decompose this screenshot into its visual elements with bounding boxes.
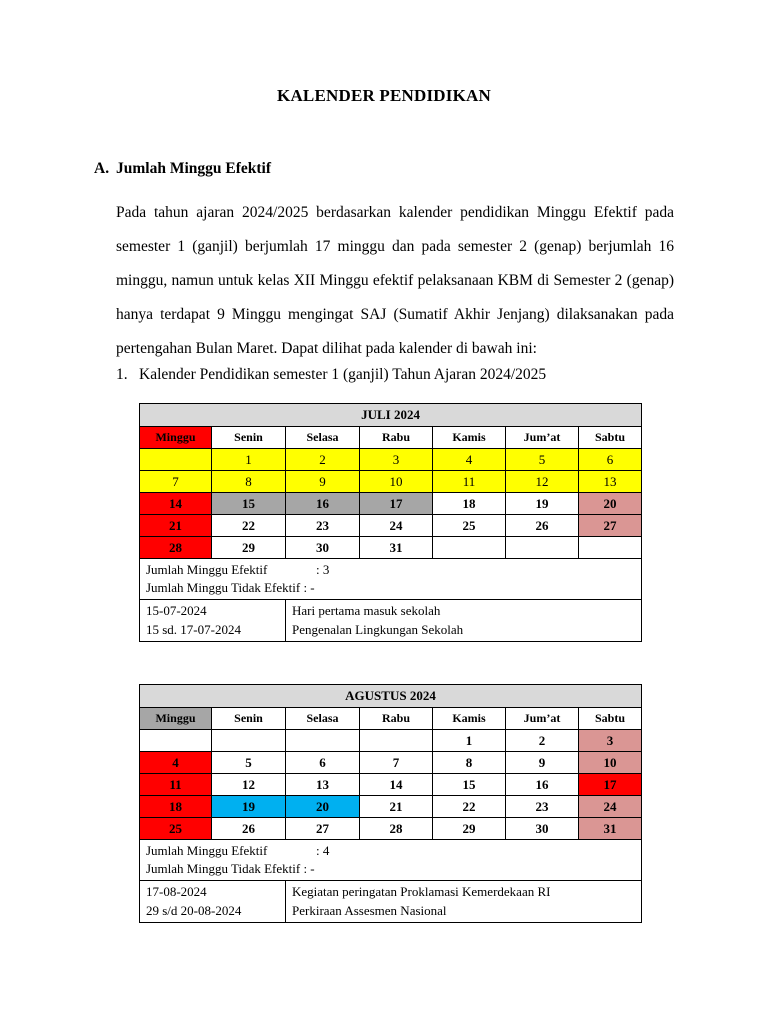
date-cell: 9 (286, 471, 360, 493)
day-header: Selasa (286, 427, 360, 449)
note-description: Hari pertama masuk sekolah (292, 603, 441, 618)
notes-descriptions-cell (286, 881, 642, 923)
list-number: 1. (116, 366, 128, 383)
date-cell: 24 (360, 515, 433, 537)
date-cell: 15 (212, 493, 286, 515)
week-row (140, 730, 642, 752)
day-header: Kamis (433, 708, 506, 730)
date-cell: 31 (360, 537, 433, 559)
day-header: Minggu (140, 708, 212, 730)
notes-row (140, 881, 642, 923)
date-cell (579, 537, 642, 559)
date-cell: 26 (212, 818, 286, 840)
calendar-table-agustus (139, 684, 642, 923)
note-date: 17-08-2024 (146, 884, 207, 899)
date-cell (506, 537, 579, 559)
efektif-line (146, 842, 635, 860)
date-cell: 4 (433, 449, 506, 471)
date-cell: 5 (506, 449, 579, 471)
week-row (140, 818, 642, 840)
list-text: Kalender Pendidikan semester 1 (ganjil) Tahun Ajaran 2024/2025 (139, 366, 547, 383)
day-header: Sabtu (579, 427, 642, 449)
date-cell: 13 (579, 471, 642, 493)
week-row (140, 515, 642, 537)
date-cell: 28 (360, 818, 433, 840)
date-cell: 2 (286, 449, 360, 471)
page-title: KALENDER PENDIDIKAN (277, 86, 491, 105)
month-title: AGUSTUS 2024 (140, 685, 642, 708)
week-row (140, 796, 642, 818)
date-cell: 21 (140, 515, 212, 537)
date-cell: 10 (360, 471, 433, 493)
date-cell: 20 (579, 493, 642, 515)
note-date: 15 sd. 17-07-2024 (146, 621, 241, 637)
date-cell: 11 (140, 774, 212, 796)
efektif-label: Jumlah Minggu Efektif (146, 843, 268, 858)
section-letter: A. (94, 160, 110, 177)
day-header: Jum’at (506, 427, 579, 449)
date-cell: 15 (433, 774, 506, 796)
date-cell: 10 (579, 752, 642, 774)
day-header: Senin (212, 427, 286, 449)
paragraph-line: minggu, namun untuk kelas XII Minggu efektif pelaksanaan KBM di Semester 2 (genap) (116, 272, 674, 289)
section-heading (94, 160, 271, 178)
notes-descriptions-cell (286, 600, 642, 642)
date-cell: 19 (212, 796, 286, 818)
date-cell: 26 (506, 515, 579, 537)
note-description: Kegiatan peringatan Proklamasi Kemerdekaan RI (292, 884, 551, 899)
date-cell: 23 (506, 796, 579, 818)
date-cell: 17 (579, 774, 642, 796)
date-cell: 30 (506, 818, 579, 840)
date-cell: 8 (433, 752, 506, 774)
tidak-efektif-line: Jumlah Minggu Tidak Efektif : - (146, 580, 315, 595)
note-description: Perkiraan Assesmen Nasional (292, 902, 447, 918)
tidak-efektif-line: Jumlah Minggu Tidak Efektif : - (146, 861, 315, 876)
week-row (140, 774, 642, 796)
date-cell (140, 449, 212, 471)
day-header: Senin (212, 708, 286, 730)
summary-row (140, 840, 642, 881)
date-cell: 9 (506, 752, 579, 774)
date-cell: 18 (433, 493, 506, 515)
date-cell: 14 (140, 493, 212, 515)
date-cell (286, 730, 360, 752)
note-date: 29 s/d 20-08-2024 (146, 902, 242, 918)
notes-dates-cell (140, 881, 286, 923)
date-cell: 17 (360, 493, 433, 515)
date-cell: 19 (506, 493, 579, 515)
paragraph-line: pertengahan Bulan Maret. Dapat dilihat pada kalender di bawah ini: (116, 340, 537, 357)
date-cell: 22 (433, 796, 506, 818)
week-row (140, 752, 642, 774)
date-cell: 16 (286, 493, 360, 515)
date-cell (212, 730, 286, 752)
date-cell: 24 (579, 796, 642, 818)
note-date: 15-07-2024 (146, 603, 207, 618)
notes-dates-cell (140, 600, 286, 642)
efektif-label: Jumlah Minggu Efektif (146, 562, 268, 577)
date-cell: 7 (140, 471, 212, 493)
date-cell: 5 (212, 752, 286, 774)
month-row (140, 685, 642, 708)
efektif-value: : 3 (316, 562, 330, 577)
date-cell (140, 730, 212, 752)
day-header-row (140, 708, 642, 730)
date-cell (360, 730, 433, 752)
date-cell: 1 (433, 730, 506, 752)
efektif-line (146, 561, 635, 579)
date-cell: 1 (212, 449, 286, 471)
date-cell: 13 (286, 774, 360, 796)
date-cell: 28 (140, 537, 212, 559)
date-cell: 30 (286, 537, 360, 559)
paragraph-line: semester 1 (ganjil) berjumlah 17 minggu dan pada semester 2 (genap) berjumlah 16 (116, 238, 674, 255)
date-cell: 25 (433, 515, 506, 537)
day-header: Minggu (140, 427, 212, 449)
paragraph-line: Pada tahun ajaran 2024/2025 berdasarkan kalender pendidikan Minggu Efektif pada (116, 204, 674, 221)
day-header: Sabtu (579, 708, 642, 730)
section-title: Jumlah Minggu Efektif (116, 160, 272, 177)
date-cell: 12 (506, 471, 579, 493)
date-cell: 29 (212, 537, 286, 559)
list-item (116, 366, 546, 384)
intro-paragraph (116, 196, 674, 366)
month-title: JULI 2024 (140, 404, 642, 427)
date-cell: 8 (212, 471, 286, 493)
date-cell: 2 (506, 730, 579, 752)
note-description: Pengenalan Lingkungan Sekolah (292, 621, 464, 637)
month-row (140, 404, 642, 427)
date-cell: 29 (433, 818, 506, 840)
date-cell (433, 537, 506, 559)
summary-cell (140, 840, 642, 881)
efektif-value: : 4 (316, 843, 330, 858)
date-cell: 22 (212, 515, 286, 537)
date-cell: 3 (579, 730, 642, 752)
day-header: Rabu (360, 708, 433, 730)
notes-row (140, 600, 642, 642)
day-header: Jum’at (506, 708, 579, 730)
date-cell: 11 (433, 471, 506, 493)
date-cell: 14 (360, 774, 433, 796)
week-row (140, 493, 642, 515)
date-cell: 23 (286, 515, 360, 537)
date-cell: 18 (140, 796, 212, 818)
date-cell: 31 (579, 818, 642, 840)
date-cell: 4 (140, 752, 212, 774)
date-cell: 12 (212, 774, 286, 796)
date-cell: 6 (286, 752, 360, 774)
date-cell: 20 (286, 796, 360, 818)
calendar-table-juli (139, 403, 642, 642)
date-cell: 25 (140, 818, 212, 840)
date-cell: 27 (579, 515, 642, 537)
day-header: Selasa (286, 708, 360, 730)
date-cell: 21 (360, 796, 433, 818)
date-cell: 6 (579, 449, 642, 471)
summary-cell (140, 559, 642, 600)
summary-row (140, 559, 642, 600)
paragraph-line: hanya terdapat 9 Minggu mengingat SAJ (Sumatif Akhir Jenjang) dilaksanakan pada (116, 306, 674, 323)
week-row (140, 449, 642, 471)
day-header: Kamis (433, 427, 506, 449)
date-cell: 16 (506, 774, 579, 796)
week-row (140, 471, 642, 493)
date-cell: 27 (286, 818, 360, 840)
date-cell: 7 (360, 752, 433, 774)
date-cell: 3 (360, 449, 433, 471)
day-header-row (140, 427, 642, 449)
day-header: Rabu (360, 427, 433, 449)
week-row (140, 537, 642, 559)
